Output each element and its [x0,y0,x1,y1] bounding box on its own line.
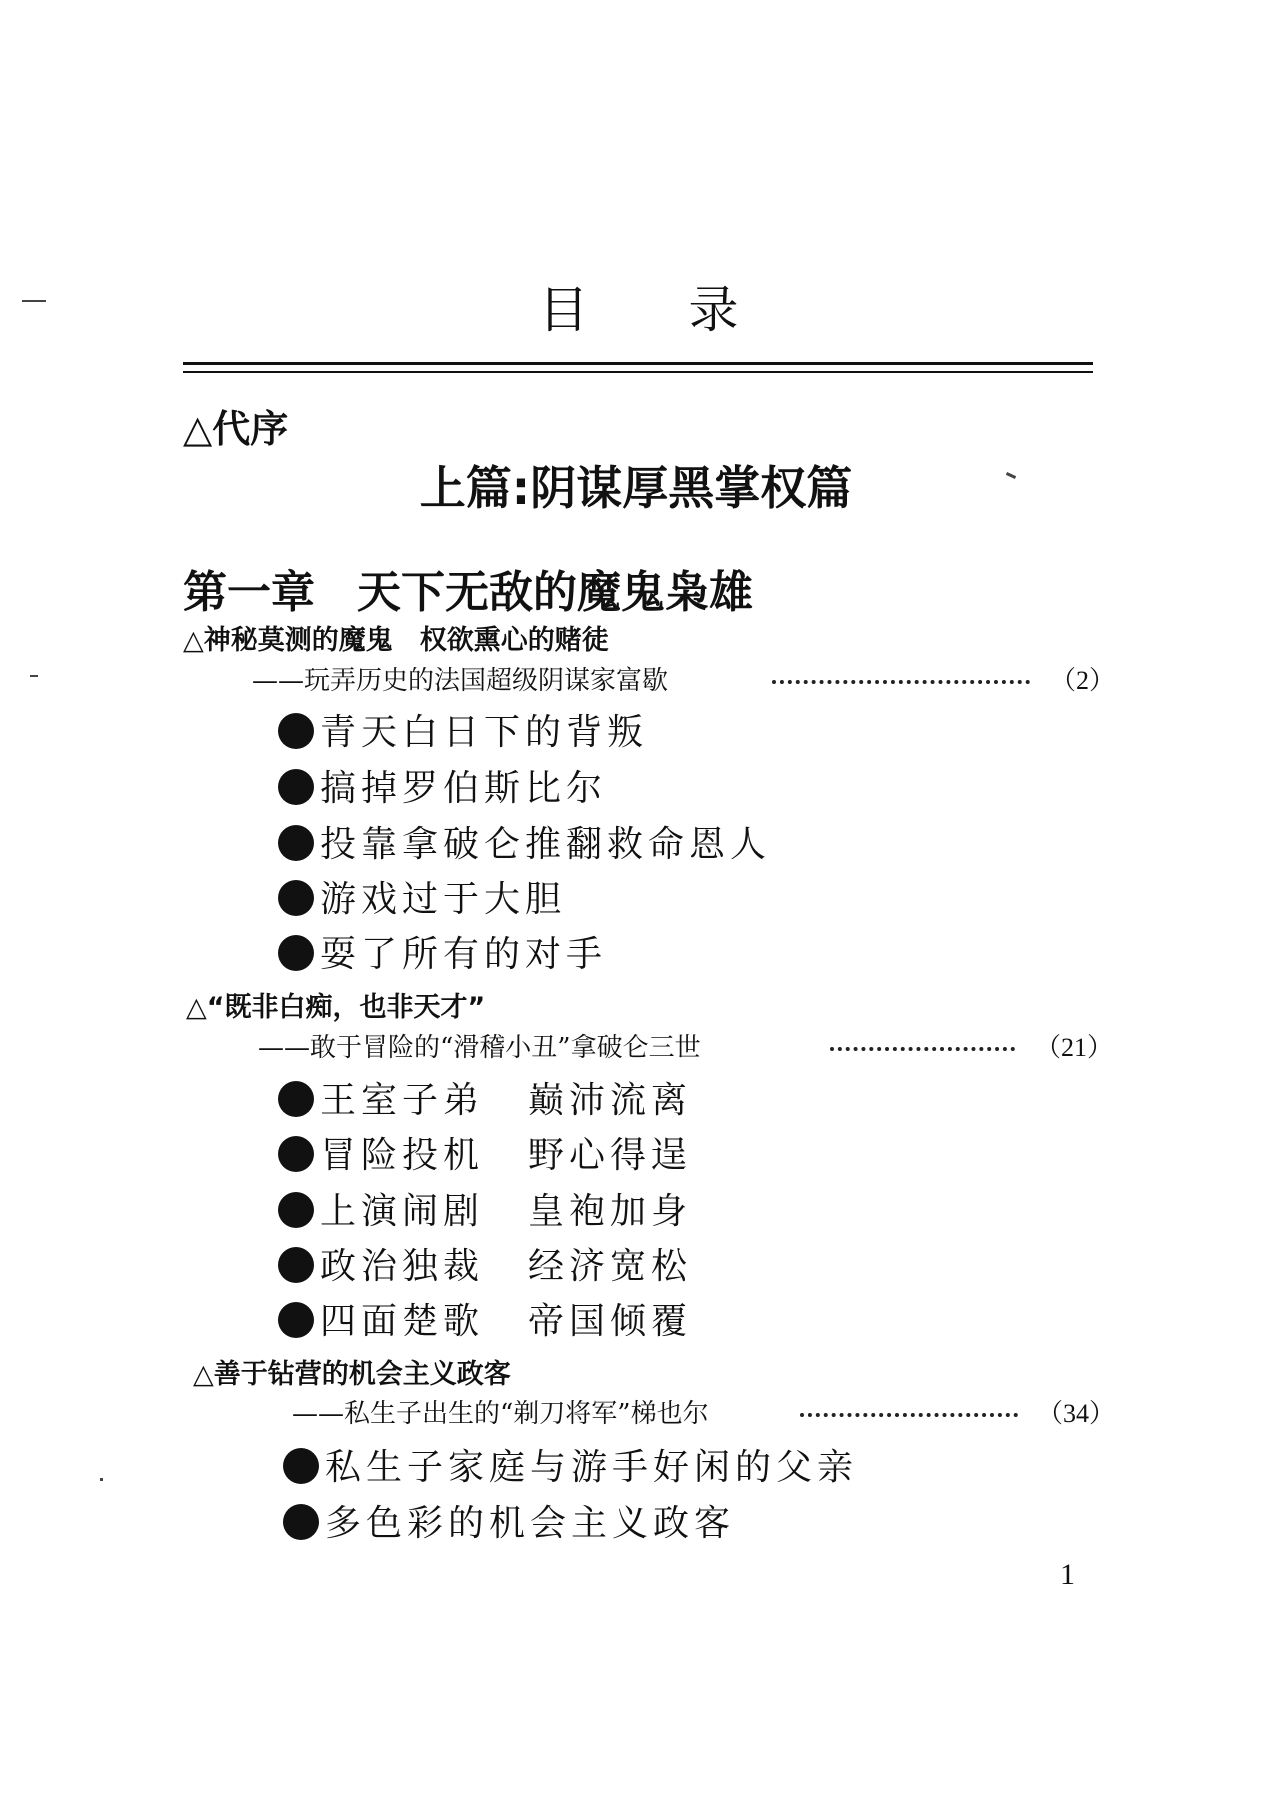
bullet-item [278,1293,692,1344]
bullet-dot-icon [278,935,314,971]
section-heading: △“既非白痴，也非天才” [186,992,486,1023]
bullet-dot-icon [283,1448,319,1484]
bullet-item [278,871,566,922]
bullet-item [278,816,771,867]
bullet-text: 王室子弟 [320,1080,485,1121]
toc-title: 目录 [538,281,839,339]
section-heading: △善于钻营的机会主义政客 [193,1359,511,1390]
bullet-item [283,1439,858,1490]
bullet-text: 帝国倾覆 [528,1301,693,1342]
page-number: 1 [1060,1558,1075,1591]
bullet-text: 耍了所有的对手 [320,934,608,975]
bullet-dot-icon [278,1247,314,1283]
bullet-dot-icon [278,825,314,861]
bullet-text: 政治独裁 [320,1246,485,1287]
bullet-text: 游戏过于大胆 [320,879,567,920]
leader-dots [772,680,1030,684]
bullet-dot-icon [278,1192,314,1228]
scan-mark [30,675,38,677]
chapter-heading [183,556,753,620]
title-rule-thin [183,371,1093,373]
bullet-item [278,1072,692,1123]
bullet-text: 经济宽松 [528,1246,693,1287]
title-rule-thick [183,362,1093,365]
section-subtitle: ——玩弄历史的法国超级阴谋家富歇 [252,666,669,696]
bullet-item [278,1238,692,1289]
bullet-dot-icon [278,1302,314,1338]
page-ref: （34） [1037,1399,1116,1428]
section-heading: △神秘莫测的魔鬼 权欲熏心的赌徒 [183,625,609,656]
page-ref: （21） [1035,1033,1114,1062]
bullet-item [278,704,648,755]
bullet-dot-icon [278,1136,314,1172]
bullet-text: 上演闹剧 [320,1191,485,1232]
bullet-item [278,760,607,811]
bullet-text: 私生子家庭与游手好闲的父亲 [325,1447,859,1488]
bullet-dot-icon [278,769,314,805]
bullet-dot-icon [278,713,314,749]
bullet-text: 巅沛流离 [528,1080,693,1121]
bullet-dot-icon [278,880,314,916]
leader-dots [800,1413,1018,1417]
page-ref: （2） [1050,666,1116,695]
chapter-title: 天下无敌的魔鬼枭雄 [357,567,753,618]
scan-mark [100,1478,103,1481]
bullet-text: 野心得逞 [528,1135,693,1176]
bullet-text: 冒险投机 [320,1135,485,1176]
bullet-item [278,926,607,977]
bullet-dot-icon [278,1081,314,1117]
bullet-dot-icon [283,1504,319,1540]
chapter-label: 第一章 [183,567,315,618]
bullet-text: 搞掉罗伯斯比尔 [320,768,608,809]
section-subtitle: ——私生子出生的“剃刀将军”梯也尔 [292,1399,709,1429]
preface-entry: △代序 [183,407,289,451]
part-title: 上篇:阴谋厚黑掌权篇 [419,461,853,515]
bullet-item [283,1495,735,1546]
scan-mark [22,300,46,302]
leader-dots [830,1047,1015,1051]
bullet-text: 四面楚歌 [320,1301,485,1342]
bullet-text: 皇袍加身 [528,1191,693,1232]
bullet-text: 青天白日下的背叛 [320,712,649,753]
bullet-text: 投靠拿破仑推翻救命恩人 [320,824,772,865]
bullet-text: 多色彩的机会主义政客 [325,1503,736,1544]
section-subtitle: ——敢于冒险的“滑稽小丑”拿破仑三世 [258,1033,701,1063]
bullet-item [278,1183,692,1234]
bullet-item [278,1127,692,1178]
